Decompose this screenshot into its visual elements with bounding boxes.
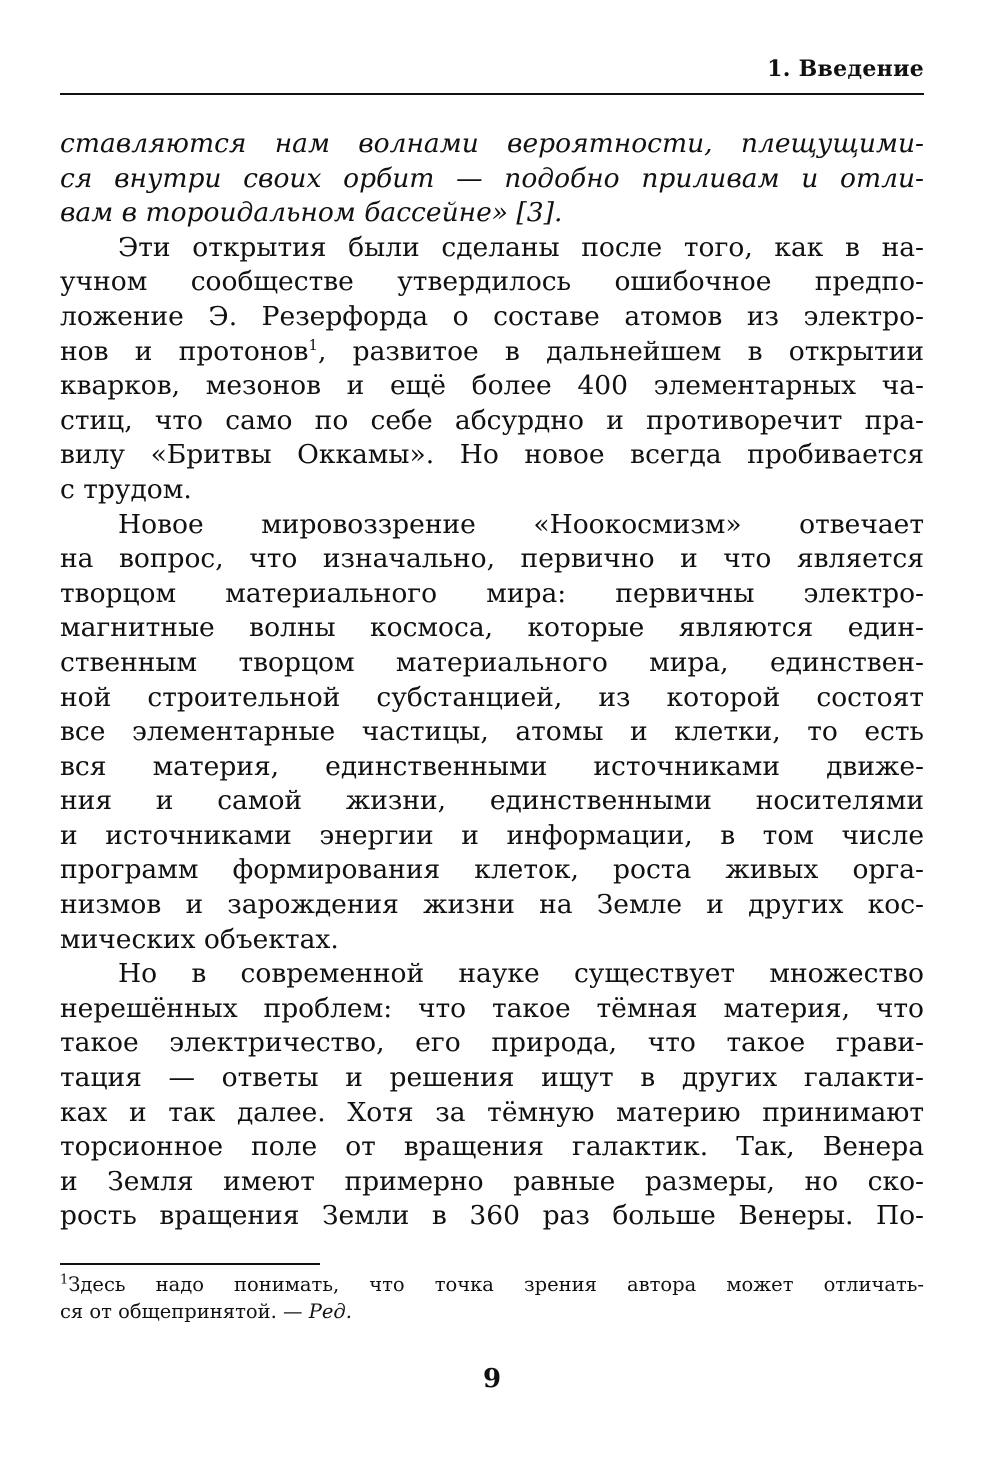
text-line: Новое мировоззрение «Ноокосмизм» отвечает bbox=[118, 508, 924, 540]
text-line: магнитные волны космоса, которые являются един- bbox=[60, 612, 924, 644]
text-line: с трудом. bbox=[60, 473, 192, 505]
paragraph-discoveries bbox=[60, 231, 924, 508]
text-line: на вопрос, что изначально, первично и что является bbox=[60, 543, 924, 575]
footnote-text: ся от общепринятой. — bbox=[60, 1300, 309, 1323]
text-line: низмов и зарождения жизни на Земле и других кос- bbox=[60, 889, 924, 921]
body-text bbox=[60, 127, 924, 1234]
text-line: стиц, что само по себе абсурдно и противоречит пра- bbox=[60, 404, 924, 436]
paragraph-noocosmism bbox=[60, 508, 924, 958]
text-line: учном сообществе утвердилось ошибочное предпо- bbox=[60, 266, 924, 298]
text-line: вся материя, единственными источниками движе- bbox=[60, 750, 924, 782]
footnote-reference[interactable]: 1 bbox=[308, 335, 318, 354]
text-line: нерешённых проблем: что такое тёмная материя, что bbox=[60, 992, 924, 1024]
footnote-text: Здесь надо понимать, что точка зрения автора может отличать- bbox=[68, 1273, 924, 1296]
text-line: кварков, мезонов и ещё более 400 элементарных ча- bbox=[60, 370, 924, 402]
footnote-line bbox=[60, 1271, 924, 1298]
text-line: и Земля имеют примерно равные размеры, но ско- bbox=[60, 1165, 924, 1197]
paragraph-quote-end bbox=[60, 127, 924, 231]
footnote-line bbox=[60, 1298, 924, 1325]
text-line: вам в тороидальном бассейне» [3]. bbox=[60, 197, 563, 229]
text-line-with-footnote bbox=[60, 335, 924, 370]
footnote-editor-mark: Ред. bbox=[308, 1300, 352, 1323]
text-line: вилу «Бритвы Оккамы». Но новое всегда пробивается bbox=[60, 439, 924, 471]
text-segment: , развитое в дальнейшем в открытии bbox=[317, 335, 925, 367]
text-line: мических объектах. bbox=[60, 923, 339, 955]
text-line: творцом материального мира: первичны электро- bbox=[60, 577, 924, 609]
text-line: программ формирования клеток, роста живых орга- bbox=[60, 854, 924, 886]
text-line: Но в современной науке существует множество bbox=[118, 958, 924, 990]
text-line: ственным творцом материального мира, единствен- bbox=[60, 646, 924, 678]
text-line: ках и так далее. Хотя за тёмную материю принимают bbox=[60, 1096, 924, 1128]
footnote-marker: 1 bbox=[60, 1272, 69, 1288]
text-line: и источниками энергии и информации, в том числе bbox=[60, 819, 924, 851]
text-line: все элементарные частицы, атомы и клетки, то есть bbox=[60, 716, 924, 748]
header-rule bbox=[60, 93, 924, 95]
text-line: ся внутри своих орбит — подобно приливам и отли- bbox=[60, 162, 924, 194]
footnote-rule bbox=[60, 1263, 320, 1265]
text-line: Эти открытия были сделаны после того, как в на- bbox=[118, 231, 924, 263]
text-line: рость вращения Земли в 360 раз больше Венеры. По- bbox=[60, 1200, 924, 1232]
text-line: ния и самой жизни, единственными носителями bbox=[60, 785, 924, 817]
text-line: тация — ответы и решения ищут в других галакти- bbox=[60, 1062, 924, 1094]
text-segment: нов и протонов bbox=[60, 335, 309, 367]
text-line: ной строительной субстанцией, из которой состоят bbox=[60, 681, 924, 713]
text-line: такое электричество, его природа, что такое грави- bbox=[60, 1027, 924, 1059]
text-line: ложение Э. Резерфорда о составе атомов из электро- bbox=[60, 300, 924, 332]
text-line: торсионное поле от вращения галактик. Так, Венера bbox=[60, 1131, 924, 1163]
footnote bbox=[60, 1271, 924, 1325]
text-line: ставляются нам волнами вероятности, плещущими- bbox=[60, 128, 924, 159]
running-header: 1. Введение bbox=[767, 56, 924, 82]
page-number: 9 bbox=[482, 1364, 502, 1394]
paragraph-unsolved-problems bbox=[60, 957, 924, 1234]
